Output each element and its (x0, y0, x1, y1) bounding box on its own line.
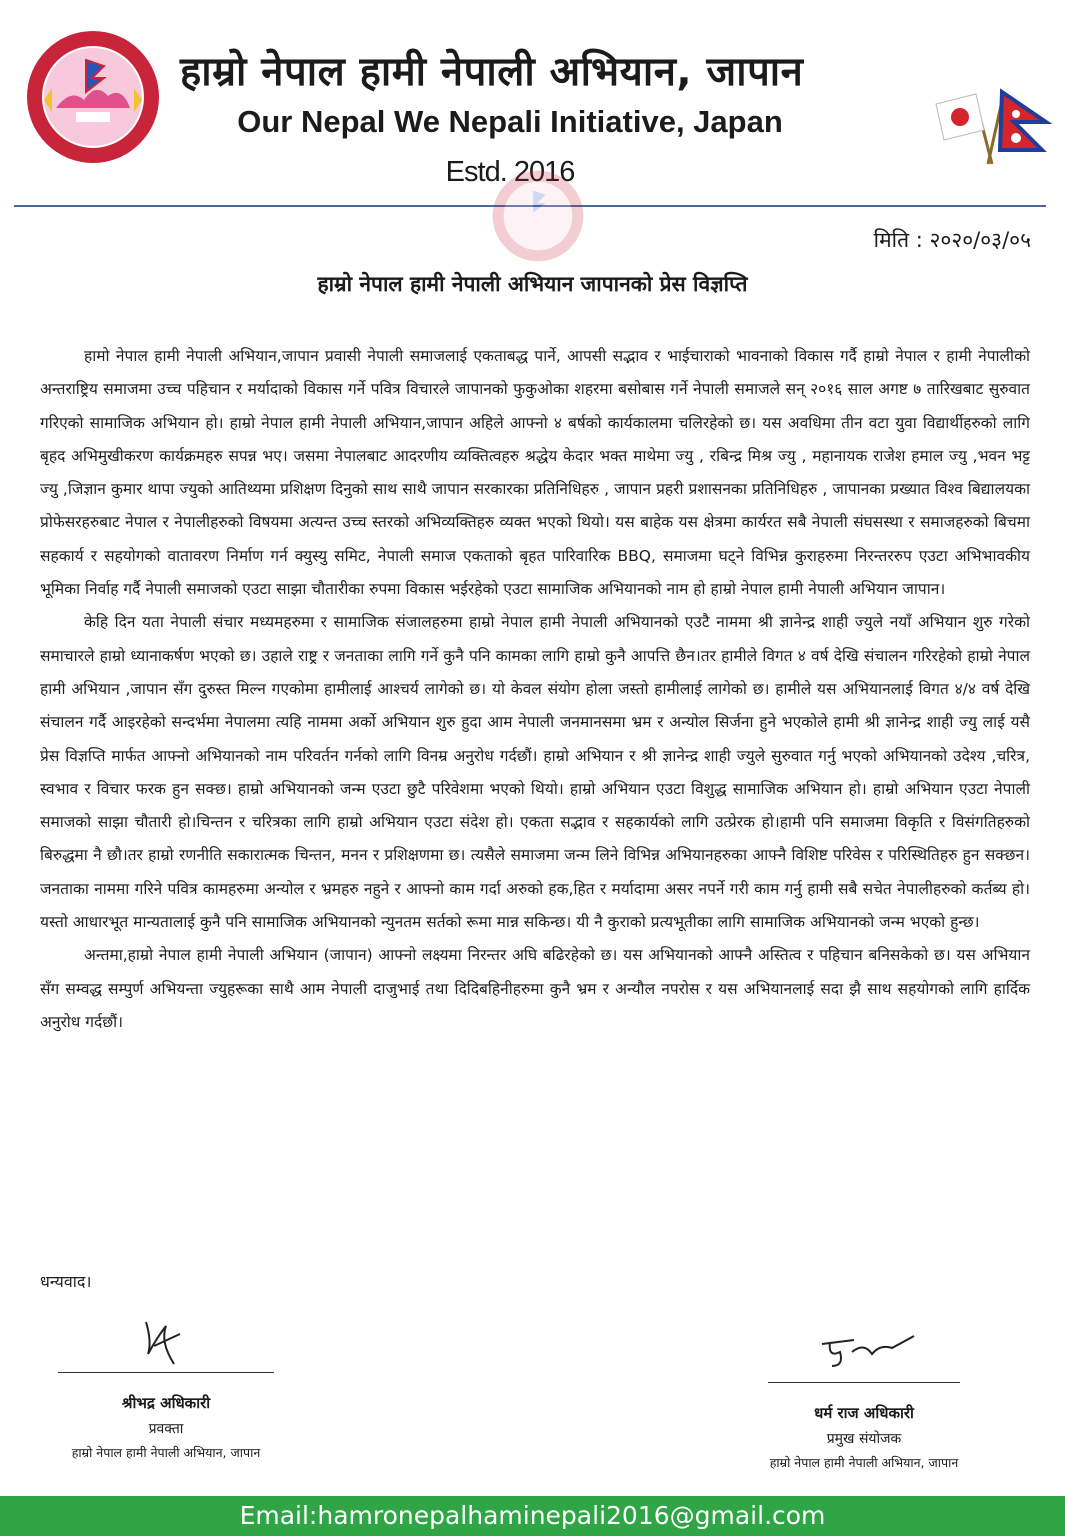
signature-line (768, 1382, 960, 1383)
japan-nepal-flags-icon (934, 84, 1054, 170)
signature-line (58, 1372, 274, 1373)
handwritten-signature (744, 1322, 984, 1380)
header-title-english: Our Nepal We Nepali Initiative, Japan (237, 104, 783, 139)
watermark-seal-icon (492, 170, 584, 262)
signatory-chief-coordinator (744, 1322, 984, 1471)
body-paragraph: अन्तमा,हाम्रो नेपाल हामी नेपाली अभियान (जापान) आफ्नो लक्ष्यमा निरन्तर अघि बढिरहेको छ। यस अभियानको आफ्नै अस्तित्व र पहिचान बनिसकेको छ। यस अभियान सँग सम्वद्ध सम्पुर्ण अभियन्ता ज्युहरूका साथै आम नेपाली दाजुभाई तथा दिदिबहिनीहरुमा कुनै भ्रम र अन्यौल नपरोस र यस अभियानलाई सदा झै साथ सहयोगको लागि हार्दिक अनुरोध गर्दछौं। (40, 946, 1030, 1031)
document-date: मिति : २०२०/०३/०५ (873, 228, 1031, 252)
signatory-org: हाम्रो नेपाल हामी नेपाली अभियान, जापान (769, 1455, 959, 1470)
closing-thanks: धन्यवाद। (40, 1272, 92, 1291)
signatory-role: प्रवक्ता (148, 1421, 184, 1437)
established-year: Estd. 2016 (445, 156, 575, 188)
press-release-body (40, 340, 1030, 1039)
document-title: हाम्रो नेपाल हामी नेपाली अभियान जापानको प्रेस विज्ञप्ति (317, 272, 748, 296)
handwritten-signature (34, 1312, 298, 1370)
header-title-nepali: हाम्रो नेपाल हामी नेपाली अभियान, जापान (180, 49, 804, 95)
footer-email[interactable]: Email:hamronepalhaminepali2016@gmail.com (239, 1501, 826, 1530)
signatory-org: हाम्रो नेपाल हामी नेपाली अभियान, जापान (71, 1445, 261, 1460)
signatory-name: धर्म राज अधिकारी (814, 1404, 914, 1422)
footer-email-bar (0, 1496, 1065, 1536)
signatory-spokesperson (34, 1312, 298, 1461)
signatory-role: प्रमुख संयोजक (826, 1431, 902, 1447)
organization-seal-logo-icon (26, 30, 160, 164)
body-paragraph: हामो नेपाल हामी नेपाली अभियान,जापान प्रवासी नेपाली समाजलाई एकताबद्ध पार्ने, आपसी सद्भाव र भाईचाराको भावनाको विकास गर्दै हाम्रो नेपाल र हामी नेपालीको अन्तराष्ट्रिय समाजमा उच्च पहिचान र मर्यादाको विकास गर्ने पवित्र विचारले जापानको फुकुओका शहरमा बसोबास गर्ने नेपाली समाजले सन् २०१६ साल अगष्ट ७ तारिखबाट सुरुवात गरिएको सामाजिक अभियान हो। हाम्रो नेपाल हामी नेपाली अभियान,जापान अहिले आफ्नो ४ बर्षको कार्यकालमा चलिरहेको छ। यस अवधिमा तीन वटा युवा विद्यार्थीहरुको लागि बृहद अभिमुखीकरण कार्यक्रमहरु सपन्न भए। जसमा नेपालबाट आदरणीय व्यक्तित्वहरु श्रद्धेय केदार भक्त माथेमा ज्यु , रबिन्द्र मिश्र ज्यु , महानायक राजेश हमाल ज्यु ,भवन भट्ट ज्यु ,जिज्ञान कुमार थापा ज्युको आतिथ्यमा प्रशिक्षण दिनुको साथ साथै जापान सरकारका प्रतिनिधिहरु , जापान प्रहरी प्रशासनका प्रतिनिधिहरु , जापानका प्रख्यात विश्व बिद्यालयका प्रोफेसरहरुबाट नेपाल र नेपालीहरुको विषयमा अत्यन्त उच्च स्तरको अभिव्यक्तिहरु व्यक्त भएको थियो। यस बाहेक यस क्षेत्रमा कार्यरत सबै नेपाली संघसस्था र समाजहरुको बिचमा सहकार्य र सहयोगको वातावरण निर्माण गर्न क्युस्यु समिट, नेपाली समाज एकताको बृहत पारिवारिक BBQ, समाजमा घट्ने विभिन्न कुराहरुमा निरन्तररुप एउटा अभिभावकीय भूमिका निर्वाह गर्दै नेपाली समाजको एउटा साझा चौतारीका रुपमा विकास भईरहेको एउटा सामाजिक अभियानको नाम हो हाम्रो नेपाल हामी नेपाली अभियान जापान। (40, 347, 1030, 599)
signatory-name: श्रीभद्र अधिकारी (121, 1394, 211, 1412)
body-paragraph: केहि दिन यता नेपाली संचार मध्यमहरुमा र सामाजिक संजालहरुमा हाम्रो नेपाल हामी नेपाली अभियानको एउटै नाममा श्री ज्ञानेन्द्र शाही ज्युले नयाँ अभियान शुरु गरेको समाचारले हाम्रो ध्यानाकर्षण भएको छ। उहाले राष्ट्र र जनताका लागि गर्ने कुनै पनि कामका लागि हाम्रो कुनै आपत्ति छैन।तर हामीले विगत ४ वर्ष देखि संचालन गरिरहेको हाम्रो नेपाल हामी अभियान ,जापान सँग दुरुस्त मिल्न गएकोमा हामीलाई आश्चर्य लागेको छ। यो केवल संयोग होला जस्तो हामीलाई लागेको छ। हामीले यस अभियानलाई विगत ४/४ वर्ष देखि संचालन गर्दै आइरहेको सन्दर्भमा नेपालमा त्यहि नाममा अर्को अभियान शुरु हुदा आम नेपाली जनमानसमा भ्रम र अन्योल सिर्जना हुने भएकोले हामी श्री ज्ञानेन्द्र शाही ज्यु लाई यसै प्रेस विज्ञप्ति मार्फत आफ्नो अभियानको नाम परिवर्तन गर्नको लागि विनम्र अनुरोध गर्दछौं। हाम्रो अभियान र श्री ज्ञानेन्द्र शाही ज्युले सुरुवात गर्नु भएको अभियानको उदेश्य ,चरित्र, स्वभाव र विचार फरक हुन सक्छ। हाम्रो अभियानको जन्म एउटा छुटै परिवेशमा भएको थियो। हाम्रो अभियान एउटा विशुद्ध सामाजिक अभियान हो। हाम्रो अभियान एउटा नेपाली समाजको साझा चौतारी हो।चिन्तन र चरित्रका लागि हाम्रो अभियान एउटा संदेश हो। एकता सद्भाव र सहकार्यको लागि उत्प्रेरक हो।हामी पनि समाजमा विकृति र विसंगतिहरुको बिरुद्धमा नै छौ।तर हाम्रो रणनीति सकारात्मक चिन्तन, मनन र प्रशिक्षणमा छ। त्यसैले समाजमा जन्म लिने विभिन्न अभियानहरुका आफ्नै विशिष्ट परिवेस र परिस्थितिहरु हुन सक्छन। जनताका नाममा गरिने पवित्र कामहरुमा अन्योल र भ्रमहरु नहुने र आफ्नो काम गर्दा अरुको हक,हित र मर्यादामा असर नपर्ने गरी काम गर्नु हामी सबै सचेत नेपालीहरुको कर्तब्य हो।यस्तो आधारभूत मान्यतालाई कुनै पनि सामाजिक अभियानको न्युनतम सर्तको रूमा मान्न सकिन्छ। यी नै कुराको प्रत्यभूतीका लागि सामाजिक अभियानको जन्म भएको हुन्छ। (40, 613, 1030, 932)
